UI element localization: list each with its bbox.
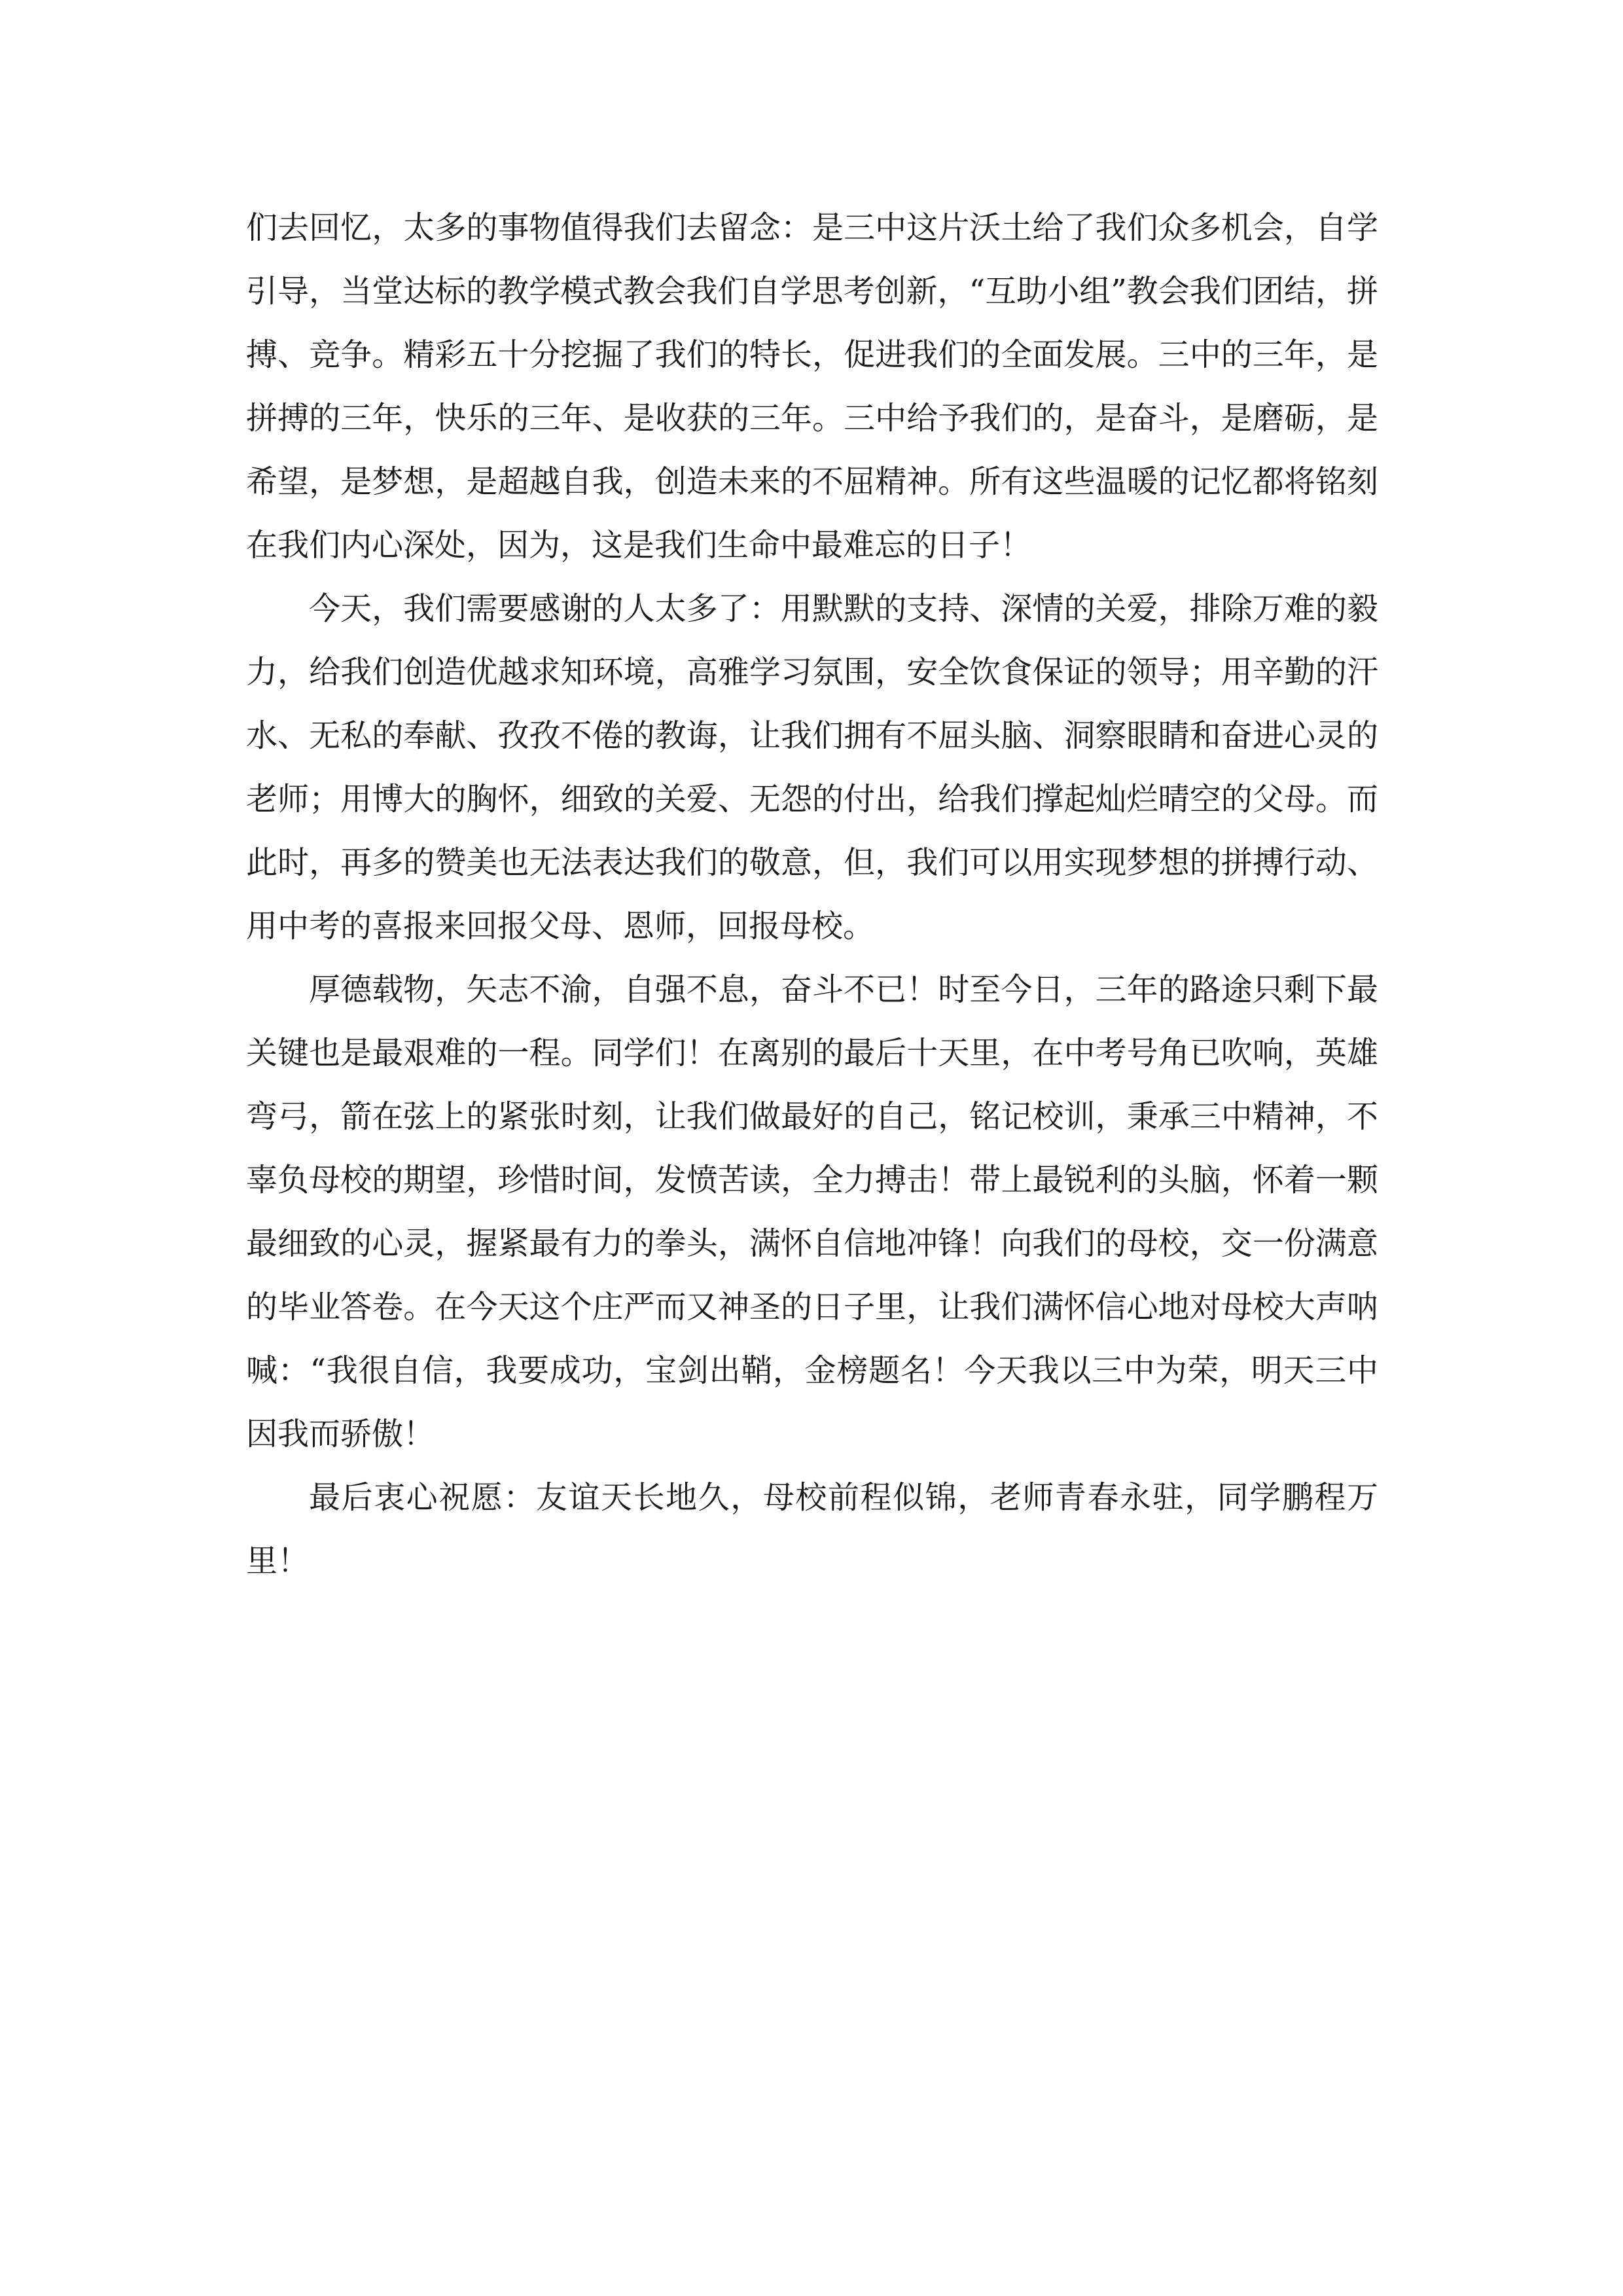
paragraph-2: 今天，我们需要感谢的人太多了：用默默的支持、深情的关爱，排除万难的毅力，给我们创造优越求知环境，高雅学习氛围，安全饮食保证的领导；用辛勤的汗水、无私的奉献、孜孜不倦的教诲，让我们拥有不屈头脑、洞察眼睛和奋进心灵的老师；用博大的胸怀，细致的关爱、无怨的付出，给我们撑起灿烂晴空的父母。而此时，再多的赞美也无法表达我们的敬意，但，我们可以用实现梦想的拼搏行动、用中考的喜报来回报父母、恩师，回报母校。 xyxy=(246,590,1378,944)
document-body xyxy=(246,196,1378,1593)
paragraph-4: 最后衷心祝愿：友谊天长地久，母校前程似锦，老师青春永驻，同学鹏程万里！ xyxy=(246,1479,1378,1579)
paragraph-1: 们去回忆，太多的事物值得我们去留念：是三中这片沃土给了我们众多机会，自学引导，当堂达标的教学模式教会我们自学思考创新，“互助小组”教会我们团结，拼搏、竞争。精彩五十分挖掘了我们的特长，促进我们的全面发展。三中的三年，是拼搏的三年，快乐的三年、是收获的三年。三中给予我们的，是奋斗，是磨砺，是希望，是梦想，是超越自我，创造未来的不屈精神。所有这些温暖的记忆都将铭刻在我们内心深处，因为，这是我们生命中最难忘的日子！ xyxy=(246,209,1378,564)
paragraph-3: 厚德载物，矢志不渝，自强不息，奋斗不已！时至今日，三年的路途只剩下最关键也是最艰难的一程。同学们！在离别的最后十天里，在中考号角已吹响，英雄弯弓，箭在弦上的紧张时刻，让我们做最好的自己，铭记校训，秉承三中精神，不辜负母校的期望，珍惜时间，发愤苦读，全力搏击！带上最锐利的头脑，怀着一颗最细致的心灵，握紧最有力的拳头，满怀自信地冲锋！向我们的母校，交一份满意的毕业答卷。在今天这个庄严而又神圣的日子里，让我们满怀信心地对母校大声呐喊：“我很自信，我要成功，宝剑出鞘，金榜题名！今天我以三中为荣，明天三中因我而骄傲！ xyxy=(246,971,1378,1452)
